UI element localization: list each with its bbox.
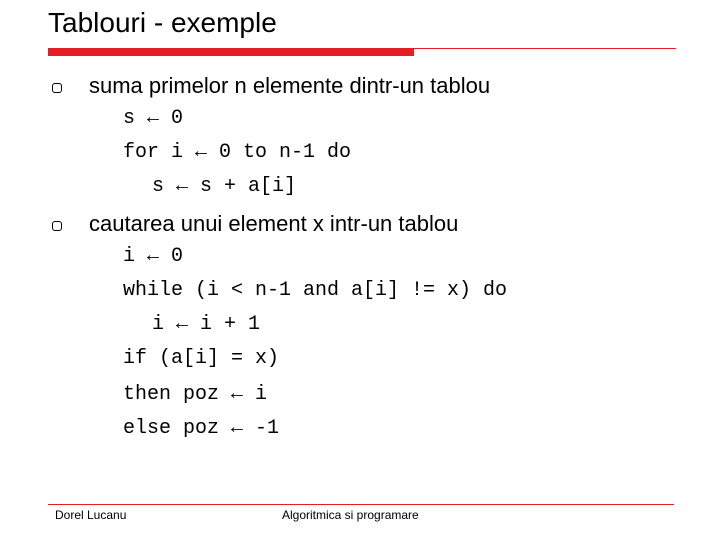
code-line <box>123 417 279 441</box>
code-line <box>123 141 351 165</box>
slide-title: Tablouri - exemple <box>48 7 277 38</box>
code-text: for i <box>123 141 196 164</box>
section1-heading: suma primelor n elemente dintr-un tablou <box>89 73 491 98</box>
left-arrow-icon: ← <box>231 383 244 406</box>
bullet-icon <box>52 83 62 93</box>
title-underline-thick <box>48 48 414 56</box>
footer-divider <box>48 504 674 505</box>
code-line <box>123 383 267 407</box>
code-text: while (i < n-1 and a[i] != x) do <box>123 279 508 302</box>
bullet-icon <box>52 221 62 231</box>
left-arrow-icon: ← <box>176 313 189 336</box>
code-line <box>123 279 507 303</box>
code-text: 0 <box>159 107 184 130</box>
code-text: i <box>152 313 177 336</box>
code-line <box>123 347 279 371</box>
left-arrow-icon: ← <box>147 107 160 130</box>
code-line <box>123 245 183 269</box>
code-text: -1 <box>243 417 280 440</box>
code-text: s <box>152 175 177 198</box>
footer-author: Dorel Lucanu <box>55 508 127 522</box>
code-text: s + a[i] <box>188 175 297 198</box>
left-arrow-icon: ← <box>231 417 244 440</box>
code-text: then poz <box>123 383 232 406</box>
code-line <box>152 175 296 199</box>
footer-course: Algoritmica si programare <box>282 508 419 522</box>
code-text: if (a[i] = x) <box>123 347 280 370</box>
code-text: i + 1 <box>188 313 261 336</box>
code-line <box>152 313 260 337</box>
code-text: s <box>123 107 148 130</box>
code-text: else poz <box>123 417 232 440</box>
section2-heading: cautarea unui element x intr-un tablou <box>89 211 459 236</box>
code-text: i <box>123 245 148 268</box>
code-text: 0 <box>159 245 184 268</box>
code-text: i <box>243 383 268 406</box>
code-text: 0 to n-1 do <box>207 141 352 164</box>
left-arrow-icon: ← <box>195 141 208 164</box>
left-arrow-icon: ← <box>147 245 160 268</box>
left-arrow-icon: ← <box>176 175 189 198</box>
title-underline-thin <box>414 48 676 49</box>
code-line <box>123 107 183 131</box>
